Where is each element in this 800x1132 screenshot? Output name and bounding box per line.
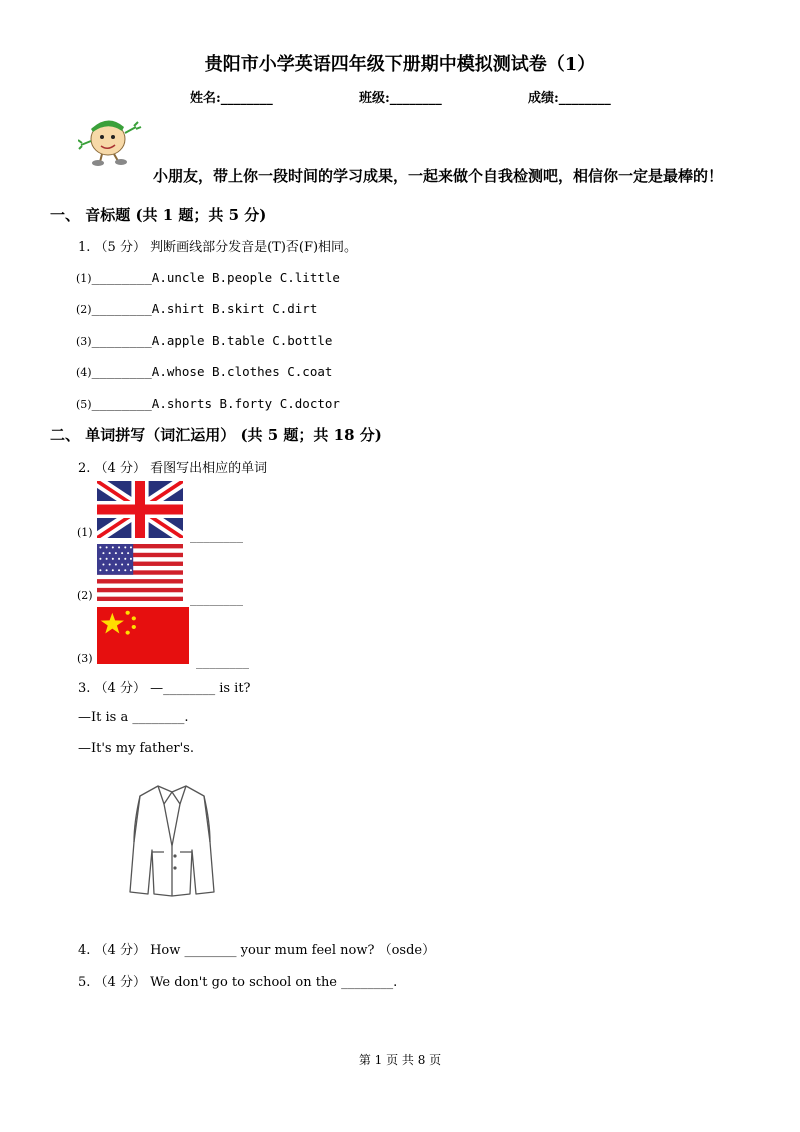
section-2-heading: 二、 单词拼写（词汇运用） (共 5 题；共 18 分) <box>50 426 382 444</box>
question-2: 2. （4 分） 看图写出相应的单词 <box>78 461 268 476</box>
question-4: 4. （4 分） How ________ your mum feel now? （osde） <box>78 943 436 958</box>
name-field[interactable]: 姓名:________ <box>190 91 273 106</box>
q1-item-3: (3)________A.apple B.table C.bottle <box>76 333 333 348</box>
flag-item-3-blank[interactable]: ________ <box>196 656 249 669</box>
q1-item-5: (5)________A.shorts B.forty C.doctor <box>76 396 340 411</box>
q1-item-2: (2)________A.shirt B.skirt C.dirt <box>76 301 318 316</box>
flag-item-1-num: (1) <box>77 526 93 539</box>
question-5: 5. （4 分） We don't go to school on the ________. <box>78 975 398 990</box>
page-footer: 第 1 页 共 8 页 <box>358 1053 442 1067</box>
question-3-line-2: —It is a ________. <box>78 710 189 725</box>
greeting-text: 小朋友，带上你一段时间的学习成果，一起来做个自我检测吧，相信你一定是最棒的！ <box>153 167 724 185</box>
jacket-icon <box>126 782 218 900</box>
question-1: 1. （5 分） 判断画线部分发音是(T)否(F)相同。 <box>78 240 358 255</box>
question-3: 3. （4 分） —________ is it? <box>78 681 251 696</box>
page-title: 贵阳市小学英语四年级下册期中模拟测试卷（1） <box>204 54 596 75</box>
score-field[interactable]: 成绩:________ <box>528 91 611 106</box>
uk-flag-icon <box>97 481 183 538</box>
china-flag-icon <box>97 607 189 664</box>
flag-item-2-num: (2) <box>77 589 93 602</box>
section-1-heading: 一、 音标题 (共 1 题；共 5 分) <box>50 206 267 224</box>
class-field[interactable]: 班级:________ <box>359 91 442 106</box>
flag-item-2-blank[interactable]: ________ <box>190 593 243 606</box>
q1-item-1: (1)________A.uncle B.people C.little <box>76 270 340 285</box>
usa-flag-icon <box>97 544 183 601</box>
question-3-line-3: —It's my father's. <box>78 741 194 756</box>
q1-item-4: (4)________A.whose B.clothes C.coat <box>76 364 333 379</box>
flag-item-1-blank[interactable]: ________ <box>190 530 243 543</box>
mascot-icon <box>78 115 148 167</box>
flag-item-3-num: (3) <box>77 652 93 665</box>
